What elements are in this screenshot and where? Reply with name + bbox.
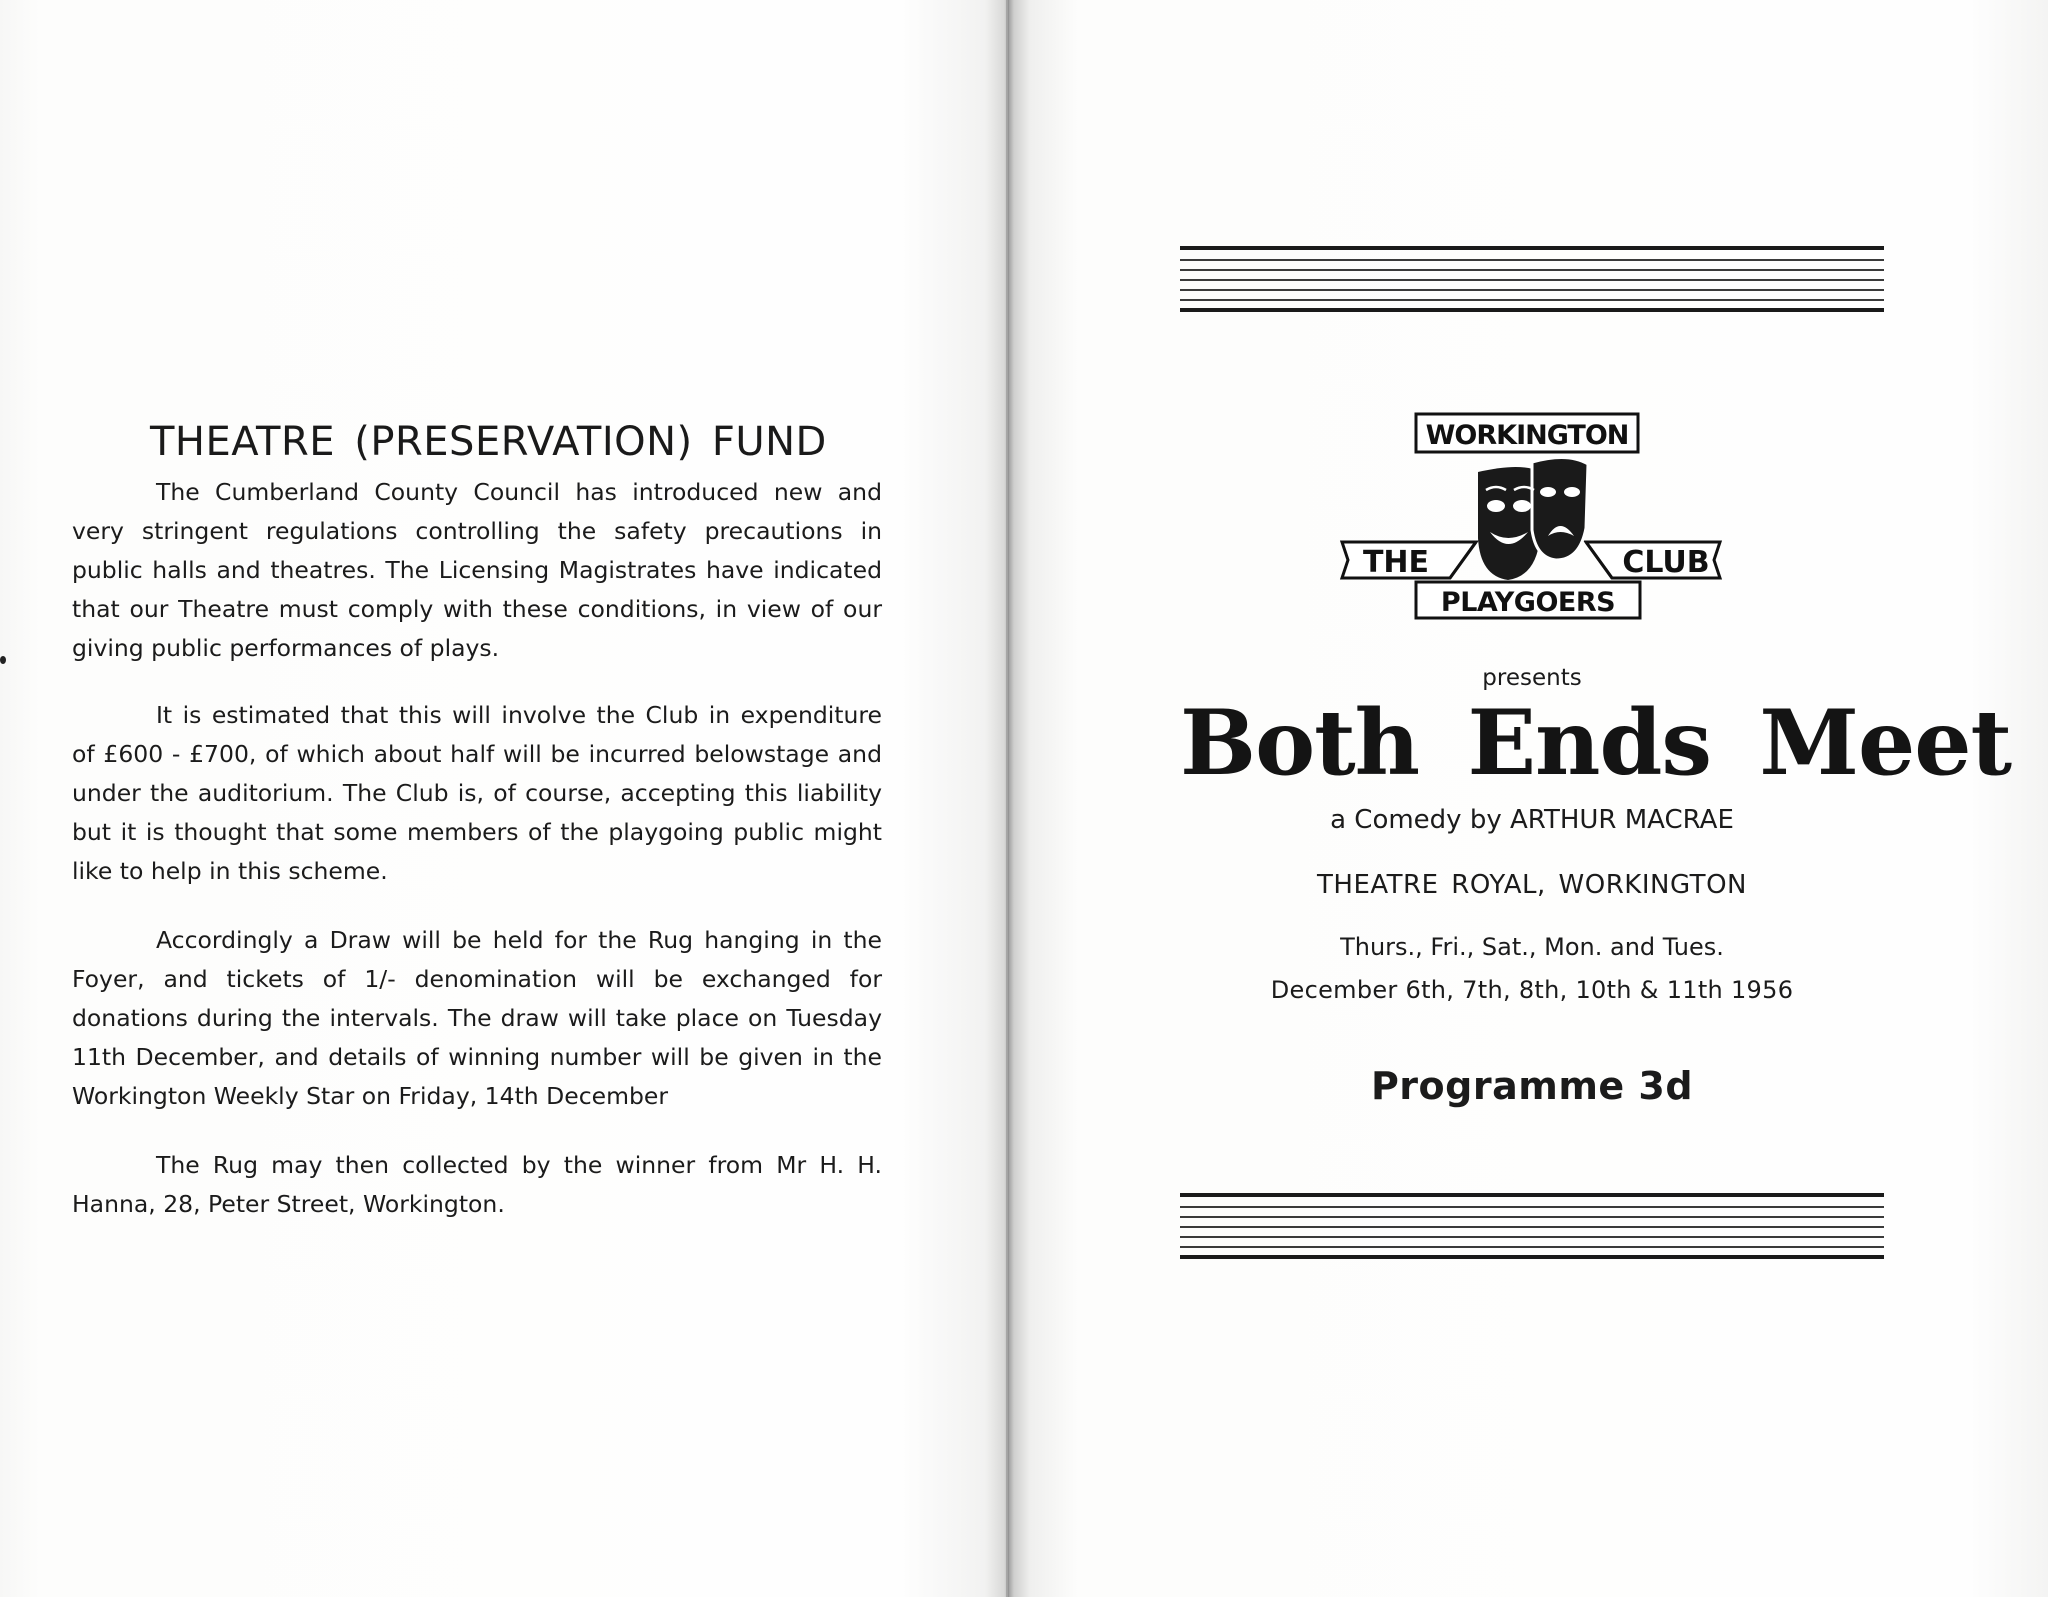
logo-top-word: WORKINGTON <box>1425 420 1629 451</box>
right-page-cover <box>1008 0 2048 1597</box>
comedy-tragedy-masks-icon <box>1478 457 1588 580</box>
playgoers-club-logo <box>1336 410 1726 622</box>
left-page <box>0 0 1008 1597</box>
top-decorative-rules <box>1180 246 1884 312</box>
author-byline: a Comedy by ARTHUR MACRAE <box>1330 805 1734 835</box>
play-title: Both Ends Meet <box>1180 690 2012 796</box>
bottom-decorative-rules <box>1180 1193 1884 1259</box>
logo-right-word: CLUB <box>1622 545 1710 580</box>
margin-mark <box>0 656 6 664</box>
fund-paragraph-draw: Accordingly a Draw will be held for the Rug hanging in the Foyer, and tickets of 1/- denomination will be exchanged for donations during the intervals. The draw will take place on Tuesday 11th December, and details of winning number will be given in the Workington Weekly Star on Friday, 14th December <box>72 926 882 1110</box>
performance-days: Thurs., Fri., Sat., Mon. and Tues. <box>1340 933 1724 961</box>
logo-bottom-word: PLAYGOERS <box>1440 587 1616 618</box>
logo-left-word: THE <box>1362 545 1430 580</box>
programme-price: Programme 3d <box>1370 1064 1694 1108</box>
presents-label: presents <box>1482 665 1582 691</box>
fund-title: THEATRE (PRESERVATION) FUND <box>150 418 827 465</box>
page-fold <box>1006 0 1009 1597</box>
venue: THEATRE ROYAL, WORKINGTON <box>1317 870 1747 900</box>
performance-dates: December 6th, 7th, 8th, 10th & 11th 1956 <box>1270 976 1794 1004</box>
fund-paragraph-collection: The Rug may then collected by the winner from Mr H. H. Hanna, 28, Peter Street, Workington. <box>72 1151 882 1218</box>
fund-paragraph-regulations: The Cumberland County Council has introduced new and very stringent regulations controlling the safety precautions in public halls and theatres. The Licensing Magistrates have indicated that our Theatre must comply with these conditions, in view of our giving public performances of plays. <box>72 478 882 662</box>
fund-paragraph-expenditure: It is estimated that this will involve the Club in expenditure of £600 - £700, of which about half will be incurred belowstage and under the auditorium. The Club is, of course, accepting this liability but it is thought that some members of the playgoing public might like to help in this scheme. <box>72 701 882 885</box>
